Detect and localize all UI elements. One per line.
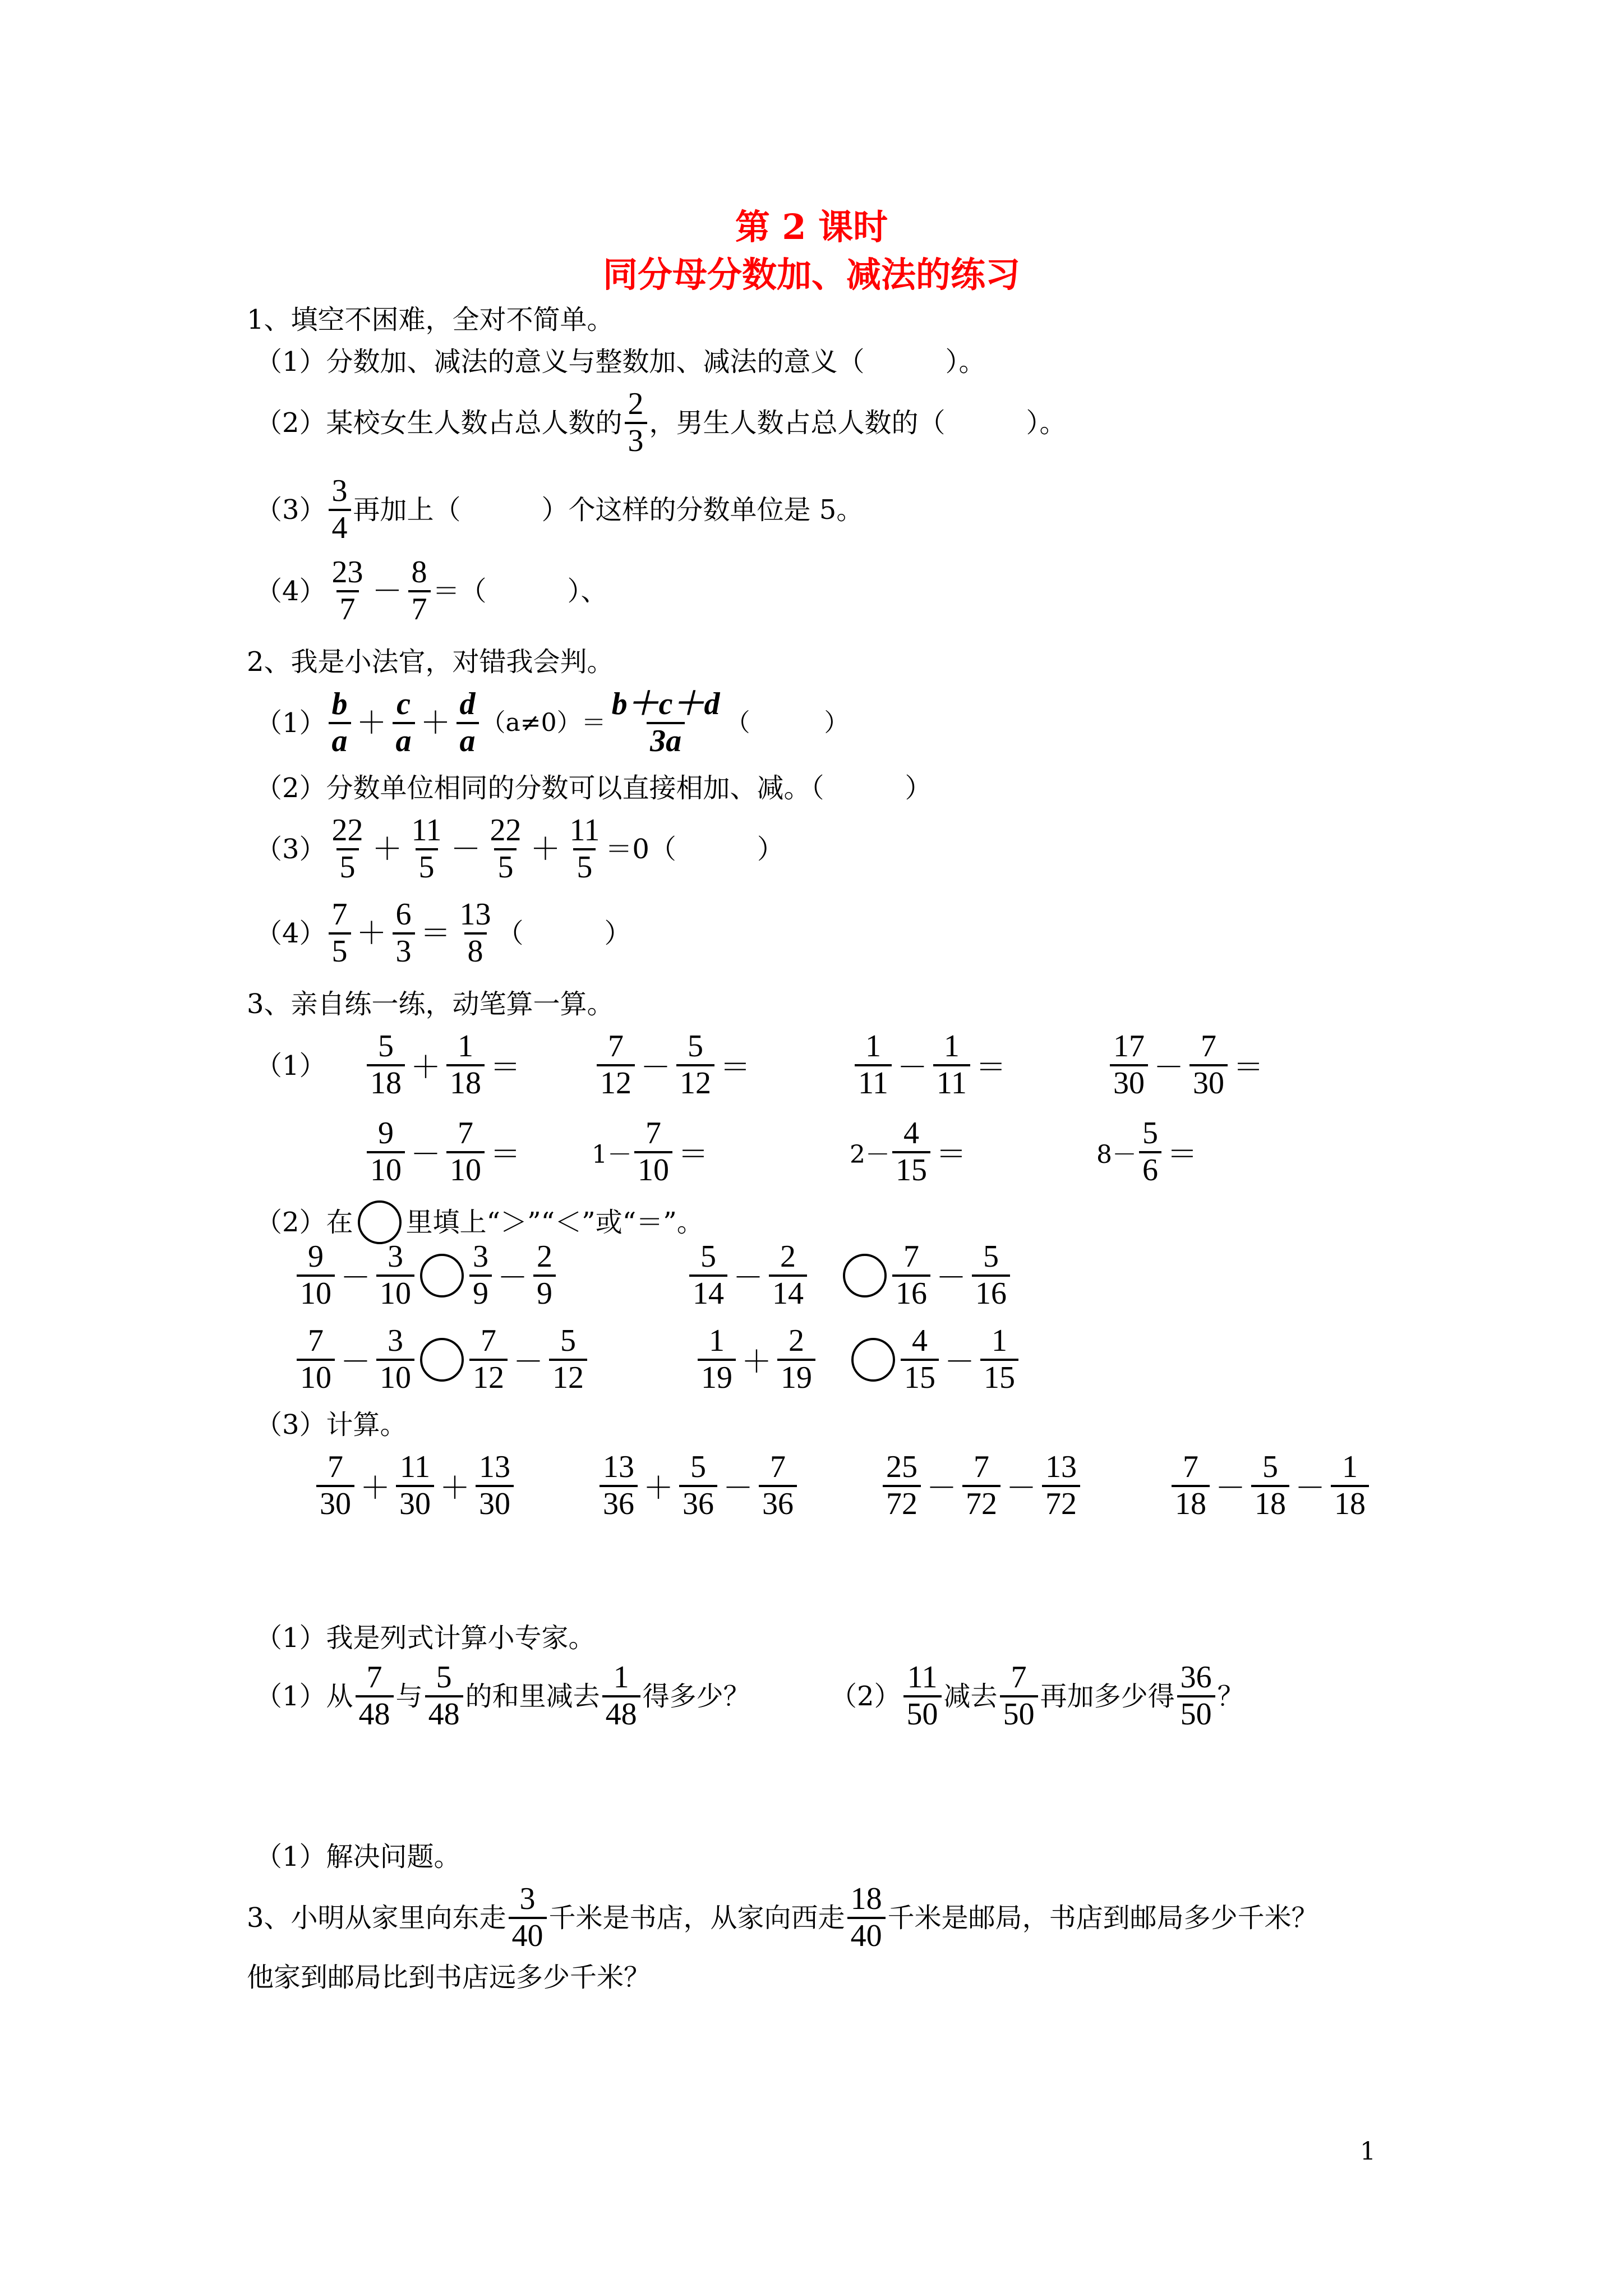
s5-q1-text-a: 3、小明从家里向东走 bbox=[247, 1902, 506, 1934]
minus-sign: － bbox=[1154, 1050, 1184, 1085]
fraction: $\frac{2}{9}$ bbox=[533, 1240, 556, 1311]
s5-question-1-cont: 他家到邮局比到书店远多少千米？ bbox=[247, 1962, 651, 1993]
fraction: $\frac{5}{16}$ bbox=[972, 1240, 1010, 1311]
calc-25-72-minus-7-72-minus-13-72 bbox=[880, 1450, 1082, 1521]
calc-1-11-minus-1-11 bbox=[852, 1029, 1009, 1101]
s2-question-2: （2）分数单位相同的分数可以直接相加、减。（ ） bbox=[255, 772, 932, 804]
s1-q4-text: ＝（ ）、 bbox=[432, 575, 608, 607]
fraction: $\frac{7}{12}$ bbox=[597, 1029, 635, 1101]
fraction: $\frac{3}{10}$ bbox=[376, 1324, 414, 1395]
s2-q1-condition: （a≠0）＝ bbox=[481, 708, 606, 737]
plus-sign: ＋ bbox=[356, 705, 387, 740]
plus-sign: ＋ bbox=[741, 1344, 772, 1380]
s2-q4-label: （4） bbox=[255, 917, 326, 949]
s5-question-1 bbox=[247, 1882, 1318, 1953]
s3-p2-text-a: （2）在 bbox=[255, 1207, 353, 1238]
s4-q2-text-d: ？ bbox=[1217, 1680, 1244, 1712]
fraction-11-5: $\frac{11}{5}$ bbox=[411, 813, 442, 885]
equals-sign: ＝ bbox=[1167, 1137, 1197, 1172]
equals-sign: ＝ bbox=[720, 1050, 750, 1085]
fraction: $\frac{1}{15}$ bbox=[980, 1324, 1018, 1395]
fraction: $\frac{1}{11}$ bbox=[855, 1029, 892, 1101]
minus-sign: － bbox=[513, 1344, 543, 1380]
fraction: $\frac{3}{10}$ bbox=[376, 1240, 414, 1311]
fraction: $\frac{7}{72}$ bbox=[962, 1450, 1000, 1521]
plus-sign: ＋ bbox=[360, 1470, 390, 1506]
minus-sign: － bbox=[723, 1470, 753, 1506]
s1-question-4 bbox=[255, 555, 608, 627]
lesson-number: 第 2 课时 bbox=[735, 206, 888, 247]
section-3-heading: 3、亲自练一练，动笔算一算。 bbox=[247, 988, 614, 1020]
fraction: $\frac{7}{10}$ bbox=[446, 1116, 485, 1188]
plus-sign: ＋ bbox=[643, 1470, 674, 1506]
fraction-6-3: $\frac{6}{3}$ bbox=[393, 898, 415, 969]
s1-q3-text: 再加上（ ）个这样的分数单位是 5。 bbox=[353, 494, 864, 526]
fraction: $\frac{5}{18}$ bbox=[367, 1029, 405, 1101]
fraction-11-5: $\frac{11}{5}$ bbox=[569, 813, 600, 885]
s4-q1-text-a: （1）从 bbox=[255, 1680, 353, 1712]
s2-q3-text: ＝0（ ） bbox=[605, 833, 784, 865]
fraction: $\frac{17}{30}$ bbox=[1110, 1029, 1148, 1101]
s4-q1-text-d: 得多少？ bbox=[642, 1680, 750, 1712]
fraction-b-a: $\frac{b}{a}$ bbox=[329, 687, 351, 758]
s2-q4-blank: （ ） bbox=[496, 917, 631, 949]
fraction: $\frac{7}{36}$ bbox=[759, 1450, 797, 1521]
fraction: $\frac{5}{12}$ bbox=[676, 1029, 714, 1101]
s1-question-1: （1）分数加、减法的意义与整数加、减法的意义（ ）。 bbox=[255, 346, 986, 378]
s4-q2-label: （2） bbox=[830, 1680, 901, 1712]
fraction: $\frac{5}{12}$ bbox=[549, 1324, 587, 1395]
fraction: $\frac{3}{9}$ bbox=[469, 1240, 492, 1311]
fraction: $\frac{5}{48}$ bbox=[425, 1660, 463, 1732]
s2-question-4 bbox=[255, 898, 631, 969]
fraction: $\frac{7}{18}$ bbox=[1172, 1450, 1210, 1521]
equals-sign: ＝ bbox=[420, 915, 451, 951]
fraction-22-5: $\frac{22}{5}$ bbox=[490, 813, 522, 885]
s4-q1-text-c: 的和里减去 bbox=[465, 1680, 600, 1712]
fraction: $\frac{7}{10}$ bbox=[634, 1116, 672, 1188]
plus-sign: ＋ bbox=[420, 705, 451, 740]
fraction-bcd-3a: $\frac{b+c+d}{3a}$ bbox=[611, 687, 720, 758]
fraction: $\frac{25}{72}$ bbox=[883, 1450, 921, 1521]
fraction: $\frac{36}{50}$ bbox=[1177, 1660, 1215, 1732]
fraction: $\frac{13}{30}$ bbox=[476, 1450, 514, 1521]
circle-icon bbox=[358, 1200, 402, 1244]
s4-q2-text-c: 再加多少得 bbox=[1040, 1680, 1175, 1712]
minus-sign: － bbox=[372, 573, 403, 609]
integer-minus: 2－ bbox=[850, 1140, 890, 1169]
fraction: $\frac{4}{15}$ bbox=[892, 1116, 930, 1188]
compare-blank-circle[interactable] bbox=[843, 1254, 887, 1297]
s2-question-3 bbox=[255, 813, 784, 885]
s1-question-3 bbox=[255, 474, 863, 545]
fraction: $\frac{1}{48}$ bbox=[602, 1660, 640, 1732]
equals-sign: ＝ bbox=[490, 1137, 520, 1172]
calc-9-10-minus-7-10 bbox=[365, 1116, 524, 1188]
plus-sign: ＋ bbox=[356, 915, 387, 951]
s2-q1-blank: （ ） bbox=[725, 708, 849, 737]
calc-2-minus-4-15 bbox=[850, 1116, 970, 1188]
section-1-heading: 1、填空不困难，全对不简单。 bbox=[247, 304, 614, 335]
minus-sign: － bbox=[733, 1260, 763, 1296]
plus-sign: ＋ bbox=[530, 831, 561, 867]
fraction: $\frac{1}{18}$ bbox=[446, 1029, 485, 1101]
calc-5-18-plus-1-18 bbox=[365, 1029, 524, 1101]
fraction: $\frac{3}{40}$ bbox=[509, 1882, 547, 1953]
fraction: $\frac{5}{14}$ bbox=[689, 1240, 727, 1311]
integer-minus: 8－ bbox=[1096, 1140, 1137, 1169]
minus-sign: － bbox=[897, 1050, 928, 1085]
s4-q1-text-b: 与 bbox=[395, 1680, 423, 1712]
calc-7-30-plus-11-30-plus-13-30 bbox=[314, 1450, 516, 1521]
fraction: $\frac{7}{10}$ bbox=[297, 1324, 335, 1395]
s5-q1-text-c: 千米是邮局，书店到邮局多少千米？ bbox=[887, 1902, 1318, 1934]
fraction: $\frac{7}{50}$ bbox=[1000, 1660, 1038, 1732]
fraction: $\frac{4}{15}$ bbox=[901, 1324, 939, 1395]
fraction: $\frac{5}{36}$ bbox=[679, 1450, 717, 1521]
s4-q2-text-b: 减去 bbox=[943, 1680, 998, 1712]
s3-part-3-label: （3）计算。 bbox=[255, 1409, 407, 1441]
compare-blank-circle[interactable] bbox=[420, 1338, 464, 1382]
s2-q3-label: （3） bbox=[255, 833, 326, 865]
fraction-c-a: $\frac{c}{a}$ bbox=[393, 687, 415, 758]
compare-blank-circle[interactable] bbox=[420, 1254, 464, 1297]
fraction: $\frac{13}{72}$ bbox=[1042, 1450, 1080, 1521]
fraction: $\frac{18}{40}$ bbox=[847, 1882, 886, 1953]
section-2-heading: 2、我是小法官，对错我会判。 bbox=[247, 646, 614, 678]
compare-9-10-minus-3-10 bbox=[294, 1240, 558, 1311]
fraction: $\frac{7}{48}$ bbox=[356, 1660, 394, 1732]
fraction: $\frac{1}{19}$ bbox=[698, 1324, 736, 1395]
s1-q2-text-a: （2）某校女生人数占总人数的 bbox=[255, 407, 623, 439]
fraction: $\frac{7}{12}$ bbox=[469, 1324, 508, 1395]
calc-13-36-plus-5-36-minus-7-36 bbox=[597, 1450, 799, 1521]
fraction: $\frac{7}{30}$ bbox=[316, 1450, 354, 1521]
s3-part-2-instruction bbox=[255, 1200, 704, 1244]
plus-sign: ＋ bbox=[440, 1470, 470, 1506]
fraction-7-5: $\frac{7}{5}$ bbox=[329, 898, 351, 969]
minus-sign: － bbox=[340, 1260, 371, 1296]
s3-part-1-label: （1） bbox=[255, 1050, 326, 1082]
s1-q3-label: （3） bbox=[255, 494, 326, 526]
equals-sign: ＝ bbox=[490, 1050, 520, 1085]
fraction: $\frac{5}{6}$ bbox=[1139, 1116, 1161, 1188]
integer-minus: 1－ bbox=[592, 1140, 632, 1169]
minus-sign: － bbox=[1295, 1470, 1325, 1506]
fraction: $\frac{5}{18}$ bbox=[1251, 1450, 1289, 1521]
compare-7-10-minus-3-10 bbox=[294, 1324, 589, 1395]
compare-1-19-plus-2-19 bbox=[695, 1324, 1021, 1395]
fraction-2-3: $\frac{2}{3}$ bbox=[625, 387, 647, 458]
minus-sign: － bbox=[640, 1050, 671, 1085]
fraction: $\frac{2}{14}$ bbox=[769, 1240, 807, 1311]
calc-8-minus-5-6 bbox=[1096, 1116, 1201, 1188]
fraction-22-5: $\frac{22}{5}$ bbox=[331, 813, 363, 885]
compare-5-14-minus-2-14 bbox=[687, 1240, 1012, 1311]
fraction-23-7: $\frac{23}{7}$ bbox=[331, 555, 363, 627]
fraction-3-4: $\frac{3}{4}$ bbox=[329, 474, 351, 545]
minus-sign: － bbox=[926, 1470, 957, 1506]
page-title: 同分母分数加、减法的练习 bbox=[602, 254, 1020, 295]
minus-sign: － bbox=[411, 1137, 441, 1172]
fraction-8-7: $\frac{8}{7}$ bbox=[408, 555, 431, 627]
fraction: $\frac{9}{10}$ bbox=[297, 1240, 335, 1311]
s1-q4-label: （4） bbox=[255, 575, 326, 607]
fraction: $\frac{1}{18}$ bbox=[1331, 1450, 1369, 1521]
fraction-13-8: $\frac{13}{8}$ bbox=[459, 897, 491, 969]
calc-7-18-minus-5-18-minus-1-18 bbox=[1169, 1450, 1371, 1521]
plus-sign: ＋ bbox=[372, 831, 403, 867]
fraction: $\frac{11}{50}$ bbox=[903, 1660, 942, 1732]
fraction: $\frac{7}{30}$ bbox=[1189, 1029, 1228, 1101]
equals-sign: ＝ bbox=[678, 1137, 708, 1172]
fraction: $\frac{7}{16}$ bbox=[892, 1240, 930, 1311]
fraction: $\frac{2}{19}$ bbox=[777, 1324, 815, 1395]
s3-p2-text-b: 里填上“＞”“＜”或“＝”。 bbox=[405, 1207, 704, 1238]
fraction: $\frac{11}{30}$ bbox=[396, 1450, 434, 1521]
page-number: 1 bbox=[1360, 2137, 1376, 2166]
equals-sign: ＝ bbox=[936, 1137, 966, 1172]
section-5-heading: （1）解决问题。 bbox=[255, 1841, 461, 1872]
compare-blank-circle[interactable] bbox=[851, 1338, 895, 1382]
calc-17-30-minus-7-30 bbox=[1108, 1029, 1267, 1101]
equals-sign: ＝ bbox=[975, 1050, 1006, 1085]
calc-7-12-minus-5-12 bbox=[594, 1029, 754, 1101]
calc-1-minus-7-10 bbox=[592, 1116, 712, 1188]
minus-sign: － bbox=[936, 1260, 966, 1296]
fraction-d-a: $\frac{d}{a}$ bbox=[457, 687, 479, 758]
s4-question-2 bbox=[830, 1660, 1244, 1732]
equals-sign: ＝ bbox=[1233, 1050, 1264, 1085]
fraction: $\frac{1}{11}$ bbox=[933, 1029, 970, 1101]
s2-q1-label: （1） bbox=[255, 707, 326, 739]
section-4-heading: （1）我是列式计算小专家。 bbox=[255, 1622, 596, 1654]
minus-sign: － bbox=[450, 831, 481, 867]
s1-question-2 bbox=[255, 387, 1067, 458]
s5-q1-text-b: 千米是书店，从家向西走 bbox=[548, 1902, 845, 1934]
fraction: $\frac{13}{36}$ bbox=[600, 1450, 638, 1521]
minus-sign: － bbox=[944, 1344, 975, 1380]
s2-question-1 bbox=[255, 687, 849, 758]
s4-question-1 bbox=[255, 1660, 750, 1732]
minus-sign: － bbox=[1215, 1470, 1246, 1506]
minus-sign: － bbox=[1006, 1470, 1036, 1506]
minus-sign: － bbox=[497, 1260, 528, 1296]
s1-q2-text-b: ，男生人数占总人数的（ ）。 bbox=[649, 407, 1067, 439]
minus-sign: － bbox=[340, 1344, 371, 1380]
fraction: $\frac{9}{10}$ bbox=[367, 1116, 405, 1188]
plus-sign: ＋ bbox=[411, 1050, 441, 1085]
